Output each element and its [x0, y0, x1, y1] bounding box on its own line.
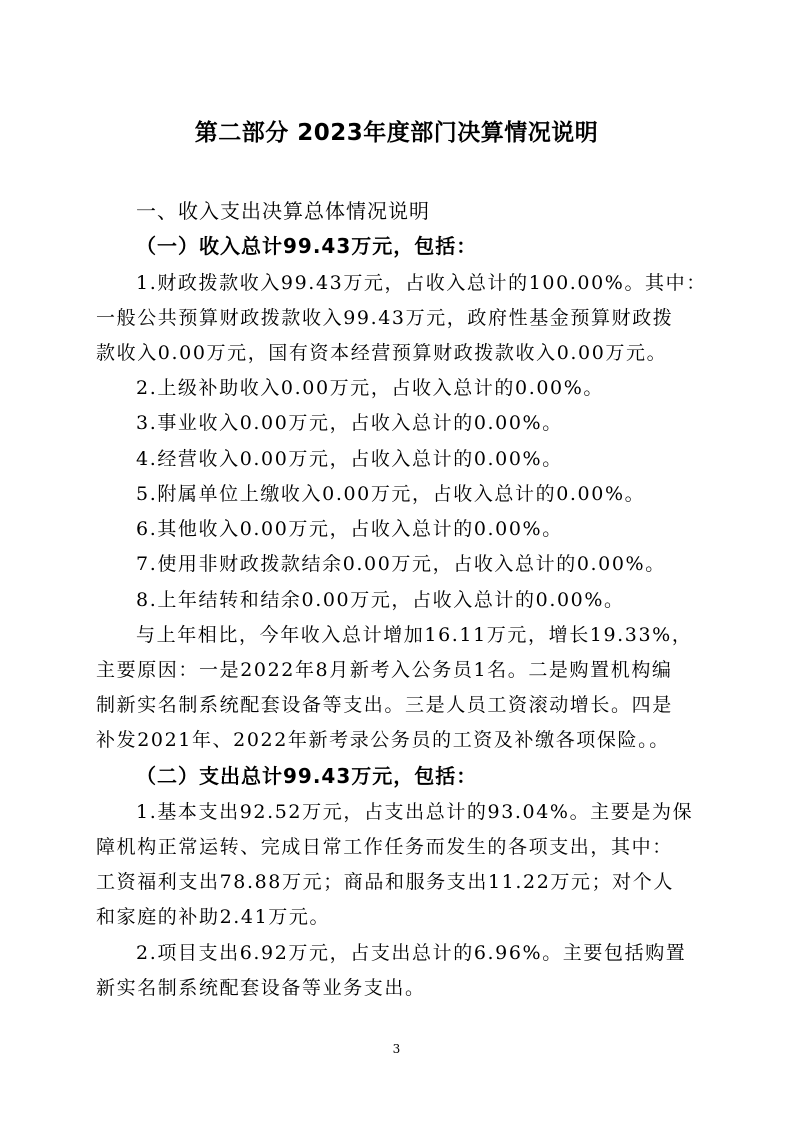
expense-line-3: 工资福利支出78.88万元；商品和服务支出11.22万元；对个人 — [96, 871, 674, 893]
income-line-3: 款收入0.00万元，国有资本经营预算财政拨款收入0.00万元。 — [96, 342, 668, 364]
income-line-1: 1.财政拨款收入99.43万元，占收入总计的100.00%。其中： — [136, 272, 707, 294]
income-heading: （一）收入总计99.43万元，包括： — [136, 234, 478, 258]
expense-line-4: 和家庭的补助2.41万元。 — [96, 906, 331, 928]
expense-line-5: 2.项目支出6.92万元，占支出总计的6.96%。主要包括购置 — [136, 942, 687, 964]
comparison-line-3: 制新实名制系统配套设备等支出。三是人员工资滚动增长。四是 — [96, 694, 673, 716]
income-line-8: 6.其他收入0.00万元，占收入总计的0.00%。 — [136, 518, 563, 540]
income-line-2: 一般公共预算财政拨款收入99.43万元，政府性基金预算财政拨 — [96, 307, 674, 329]
income-line-6: 4.经营收入0.00万元，占收入总计的0.00%。 — [136, 448, 563, 470]
income-line-5: 3.事业收入0.00万元，占收入总计的0.00%。 — [136, 412, 563, 434]
income-line-7: 5.附属单位上缴收入0.00万元，占收入总计的0.00%。 — [136, 483, 646, 505]
comparison-line-4: 补发2021年、2022年新考录公务员的工资及补缴各项保险。。 — [96, 729, 670, 751]
income-line-9: 7.使用非财政拨款结余0.00万元，占收入总计的0.00%。 — [136, 553, 666, 575]
comparison-line-1: 与上年相比，今年收入总计增加16.11万元，增长19.33%， — [136, 624, 693, 646]
page-title: 第二部分 2023年度部门决算情况说明 — [194, 120, 599, 146]
page-number: 3 — [392, 1042, 401, 1056]
income-line-4: 2.上级补助收入0.00万元，占收入总计的0.00%。 — [136, 377, 604, 399]
expense-line-1: 1.基本支出92.52万元，占支出总计的93.04%。主要是为保 — [136, 801, 694, 823]
expense-line-6: 新实名制系统配套设备等业务支出。 — [96, 977, 426, 999]
expense-heading: （二）支出总计99.43万元，包括： — [136, 764, 478, 788]
income-line-10: 8.上年结转和结余0.00万元，占收入总计的0.00%。 — [136, 589, 625, 611]
section-heading: 一、收入支出决算总体情况说明 — [136, 199, 430, 223]
comparison-line-2: 主要原因：一是2022年8月新考入公务员1名。二是购置机构编 — [96, 659, 673, 681]
expense-line-2: 障机构正常运转、完成日常工作任务而发生的各项支出，其中： — [96, 836, 673, 858]
